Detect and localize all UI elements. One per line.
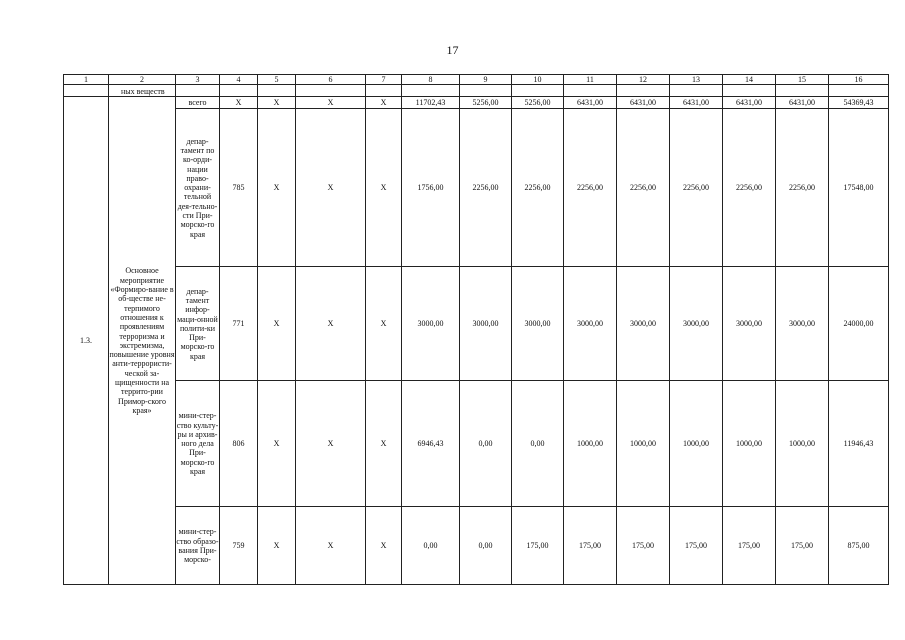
budget-table xyxy=(63,74,889,585)
total-row xyxy=(64,97,889,109)
header-cell: 13 xyxy=(670,75,723,85)
value-cell: 2256,00 xyxy=(512,109,564,267)
x-mark: X xyxy=(296,507,366,585)
executor-cell: депар-тамент по ко-орди-нации право-охрани-тельной дея-тельно-сти При-морско-го края xyxy=(176,109,220,267)
x-mark: X xyxy=(366,109,402,267)
value-cell: 1000,00 xyxy=(564,381,617,507)
value-cell: 175,00 xyxy=(776,507,829,585)
value-cell: 175,00 xyxy=(617,507,670,585)
value-cell: 1000,00 xyxy=(776,381,829,507)
value-cell: 3000,00 xyxy=(512,267,564,381)
x-mark: X xyxy=(366,381,402,507)
value-cell: 0,00 xyxy=(512,381,564,507)
value-cell: 0,00 xyxy=(460,507,512,585)
x-mark: X xyxy=(296,267,366,381)
value-cell: 175,00 xyxy=(564,507,617,585)
header-cell: 1 xyxy=(64,75,109,85)
value-cell: 6431,00 xyxy=(776,97,829,109)
x-mark: X xyxy=(366,267,402,381)
header-cell: 15 xyxy=(776,75,829,85)
x-mark: X xyxy=(366,97,402,109)
x-mark: X xyxy=(258,97,296,109)
x-mark: X xyxy=(366,507,402,585)
value-cell: 2256,00 xyxy=(776,109,829,267)
executor-row xyxy=(64,267,889,381)
total-value-cell: 17548,00 xyxy=(829,109,889,267)
value-cell: 6946,43 xyxy=(402,381,460,507)
budget-code-cell: 785 xyxy=(220,109,258,267)
value-cell: 3000,00 xyxy=(670,267,723,381)
total-value-cell: 54369,43 xyxy=(829,97,889,109)
header-cell: 4 xyxy=(220,75,258,85)
value-cell: 2256,00 xyxy=(460,109,512,267)
value-cell: 2256,00 xyxy=(723,109,776,267)
value-cell: 1000,00 xyxy=(617,381,670,507)
value-cell: 6431,00 xyxy=(617,97,670,109)
header-cell: 7 xyxy=(366,75,402,85)
x-mark: X xyxy=(296,97,366,109)
x-mark: X xyxy=(258,109,296,267)
executor-row xyxy=(64,109,889,267)
header-cell: 6 xyxy=(296,75,366,85)
executor-row xyxy=(64,507,889,585)
continuation-row xyxy=(64,85,889,97)
header-cell: 14 xyxy=(723,75,776,85)
value-cell: 3000,00 xyxy=(564,267,617,381)
header-cell: 11 xyxy=(564,75,617,85)
executor-cell: мини-стер-ство образо-вания При-морско- xyxy=(176,507,220,585)
value-cell: 11702,43 xyxy=(402,97,460,109)
value-cell: 3000,00 xyxy=(460,267,512,381)
x-mark: X xyxy=(220,97,258,109)
value-cell: 3000,00 xyxy=(617,267,670,381)
value-cell: 5256,00 xyxy=(460,97,512,109)
x-mark: X xyxy=(258,507,296,585)
header-cell: 10 xyxy=(512,75,564,85)
x-mark: X xyxy=(258,267,296,381)
x-mark: X xyxy=(258,381,296,507)
header-cell: 9 xyxy=(460,75,512,85)
header-cell: 12 xyxy=(617,75,670,85)
value-cell: 2256,00 xyxy=(670,109,723,267)
value-cell: 6431,00 xyxy=(670,97,723,109)
page-number: 17 xyxy=(446,43,459,57)
value-cell: 2256,00 xyxy=(564,109,617,267)
value-cell: 175,00 xyxy=(512,507,564,585)
header-cell: 2 xyxy=(109,75,176,85)
value-cell: 5256,00 xyxy=(512,97,564,109)
value-cell: 3000,00 xyxy=(723,267,776,381)
column-number-row xyxy=(64,75,889,85)
executor-row xyxy=(64,381,889,507)
value-cell: 3000,00 xyxy=(402,267,460,381)
value-cell: 2256,00 xyxy=(617,109,670,267)
total-value-cell: 24000,00 xyxy=(829,267,889,381)
value-cell: 1000,00 xyxy=(723,381,776,507)
value-cell: 1000,00 xyxy=(670,381,723,507)
continued-text: ных веществ xyxy=(109,85,176,97)
total-value-cell: 875,00 xyxy=(829,507,889,585)
value-cell: 175,00 xyxy=(670,507,723,585)
header-cell: 5 xyxy=(258,75,296,85)
total-value-cell: 11946,43 xyxy=(829,381,889,507)
measure-name: Основное мероприятие «Формиро-вание в об-ществе не-терпимого отношения к проявлениям терроризма и экстремизма, повышение уровня анти-террористи-ческой за-щищенности на террито-рии Примор-ского края» xyxy=(109,97,176,585)
executor-cell: мини-стер-ство культу-ры и архив-ного дела При-морско-го края xyxy=(176,381,220,507)
header-cell: 16 xyxy=(829,75,889,85)
value-cell: 0,00 xyxy=(460,381,512,507)
header-cell: 8 xyxy=(402,75,460,85)
measure-number: 1.3. xyxy=(64,97,109,585)
budget-code-cell: 759 xyxy=(220,507,258,585)
executor-cell: всего xyxy=(176,97,220,109)
value-cell: 3000,00 xyxy=(776,267,829,381)
value-cell: 6431,00 xyxy=(564,97,617,109)
value-cell: 0,00 xyxy=(402,507,460,585)
x-mark: X xyxy=(296,381,366,507)
x-mark: X xyxy=(296,109,366,267)
header-cell: 3 xyxy=(176,75,220,85)
value-cell: 1756,00 xyxy=(402,109,460,267)
value-cell: 175,00 xyxy=(723,507,776,585)
value-cell: 6431,00 xyxy=(723,97,776,109)
budget-code-cell: 806 xyxy=(220,381,258,507)
executor-cell: депар-тамент инфор-маци-онной полити-ки При-морско-го края xyxy=(176,267,220,381)
budget-code-cell: 771 xyxy=(220,267,258,381)
